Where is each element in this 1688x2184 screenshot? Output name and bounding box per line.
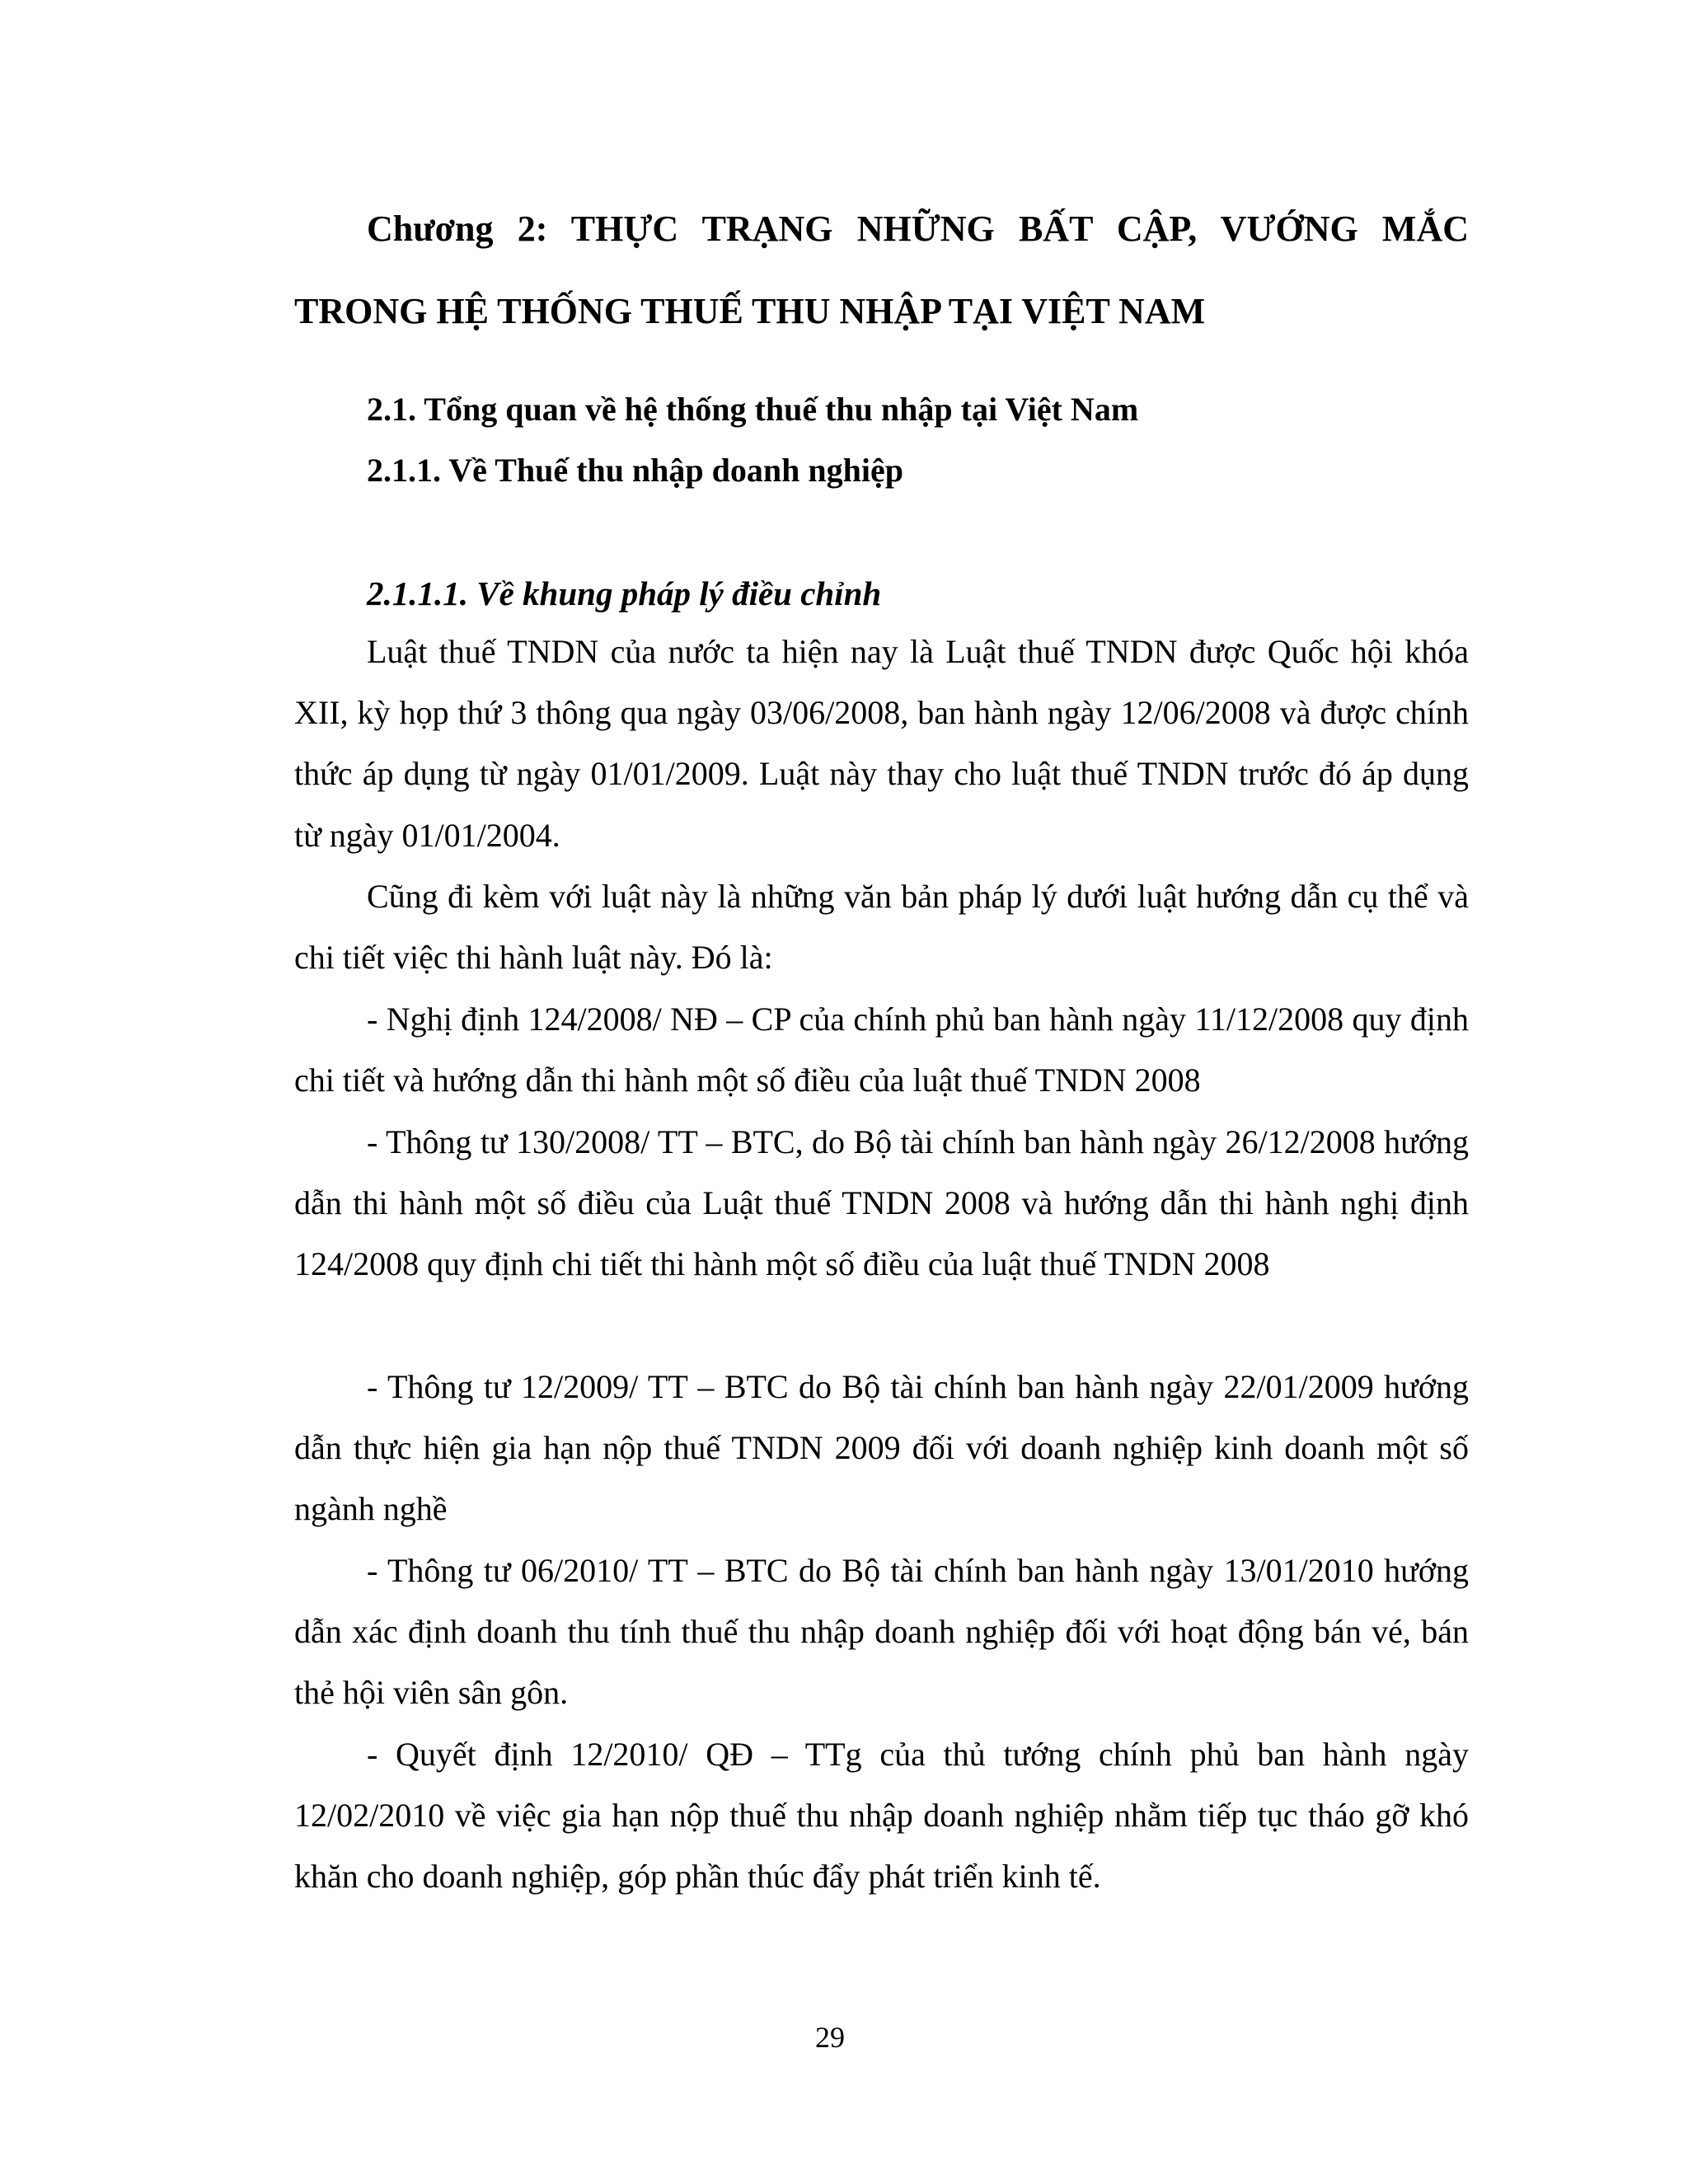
chapter-title-line-1: Chương 2: THỰC TRẠNG NHỮNG BẤT CẬP, VƯỚNG MẮC (367, 209, 1469, 249)
list-item-circular-12: - Thông tư 12/2009/ TT – BTC do Bộ tài chính ban hành ngày 22/01/2009 hướng dẫn thực hiện gia hạn nộp thuế TNDN 2009 đối với doanh nghiệp kinh doanh một số ngành nghề (294, 1368, 1469, 1528)
chapter-title (294, 188, 1469, 353)
paragraph-guiding-documents: Cũng đi kèm với luật này là những văn bản pháp lý dưới luật hướng dẫn cụ thể và chi tiết việc thi hành luật này. Đó là: (294, 878, 1469, 977)
paragraph-legal-framework: Luật thuế TNDN của nước ta hiện nay là Luật thuế TNDN được Quốc hội khóa XII, kỳ họp thứ 3 thông qua ngày 03/06/2008, ban hành ngày 12/06/2008 và được chính thức áp dụng từ ngày 01/01/2009. Luật này thay cho luật thuế TNDN trước đó áp dụng từ ngày 01/01/2004. (294, 633, 1469, 854)
list-item-decision-12: - Quyết định 12/2010/ QĐ – TTg của thủ tướng chính phủ ban hành ngày 12/02/2010 về việc gia hạn nộp thuế thu nhập doanh nghiệp nhằm tiếp tục tháo gỡ khó khăn cho doanh nghiệp, góp phần thúc đẩy phát triển kinh tế. (294, 1736, 1469, 1896)
list-item-circular-06: - Thông tư 06/2010/ TT – BTC do Bộ tài chính ban hành ngày 13/01/2010 hướng dẫn xác định doanh thu tính thuế thu nhập doanh nghiệp đối với hoạt động bán vé, bán thẻ hội viên sân gôn. (294, 1552, 1469, 1712)
list-item-circular-130: - Thông tư 130/2008/ TT – BTC, do Bộ tài chính ban hành ngày 26/12/2008 hướng dẫn thi hành một số điều của Luật thuế TNDN 2008 và hướng dẫn thi hành nghị định 124/2008 quy định chi tiết thi hành một số điều của luật thuế TNDN 2008 (294, 1123, 1469, 1283)
list-item-decree-124: - Nghị định 124/2008/ NĐ – CP của chính phủ ban hành ngày 11/12/2008 quy định chi tiết và hướng dẫn thi hành một số điều của luật thuế TNDN 2008 (294, 1001, 1469, 1099)
page-number: 29 (815, 2021, 845, 2054)
chapter-title-line-2: TRONG HỆ THỐNG THUẾ THU NHẬP TẠI VIỆT NAM (294, 291, 1206, 331)
section-heading: 2.1. Tổng quan về hệ thống thuế thu nhập tại Việt Nam (367, 391, 1139, 428)
subsubsection-heading: 2.1.1.1. Về khung pháp lý điều chỉnh (367, 574, 882, 612)
subsection-heading: 2.1.1. Về Thuế thu nhập doanh nghiệp (367, 452, 904, 489)
